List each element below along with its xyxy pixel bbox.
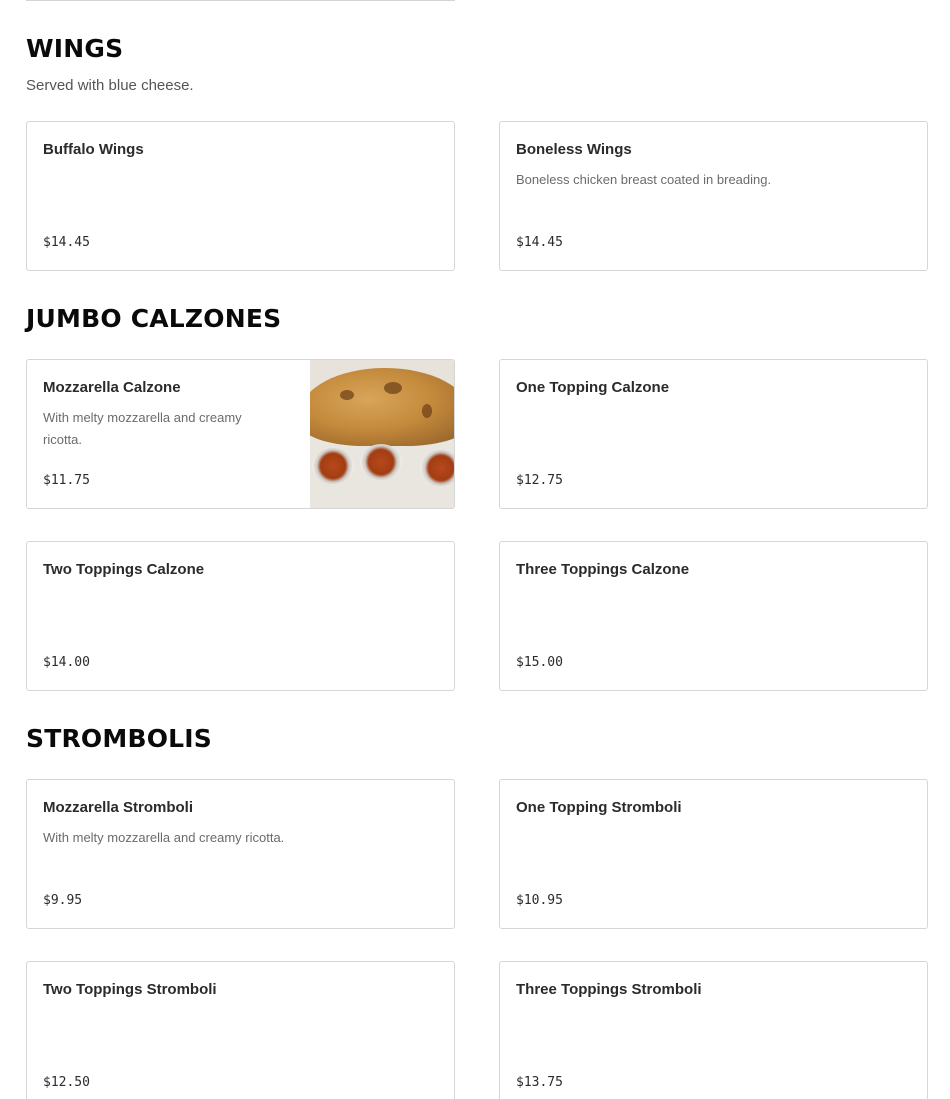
- section-description-wings: Served with blue cheese.: [26, 77, 194, 94]
- item-name: Three Toppings Calzone: [516, 561, 690, 578]
- item-price: $13.75: [516, 1075, 563, 1090]
- item-price: $14.45: [43, 235, 90, 250]
- menu-item-one-topping-stromboli[interactable]: [499, 779, 928, 929]
- item-name: Three Toppings Stromboli: [516, 981, 702, 998]
- item-name: Two Toppings Calzone: [43, 561, 205, 578]
- menu-item-boneless-wings[interactable]: [499, 121, 928, 271]
- section-title-jumbo-calzones: JUMBO CALZONES: [26, 304, 282, 333]
- item-description: With melty mozzarella and creamy ricotta.: [43, 830, 285, 845]
- item-price: $14.45: [516, 235, 563, 250]
- menu-item-mozzarella-calzone[interactable]: [26, 359, 455, 509]
- menu-item-two-toppings-calzone[interactable]: [26, 541, 455, 691]
- char-spot: [422, 404, 432, 418]
- previous-section-card-edge: [26, 0, 455, 1]
- item-name: One Topping Calzone: [516, 379, 670, 396]
- item-name: Mozzarella Calzone: [43, 379, 181, 396]
- item-price: $11.75: [43, 473, 90, 488]
- calzone-crust: [310, 368, 454, 446]
- item-price: $15.00: [516, 655, 563, 670]
- menu-item-mozzarella-stromboli[interactable]: [26, 779, 455, 929]
- sauce-cup: [360, 444, 402, 480]
- item-name: One Topping Stromboli: [516, 799, 682, 816]
- item-name: Buffalo Wings: [43, 141, 144, 158]
- item-name: Boneless Wings: [516, 141, 632, 158]
- item-name: Two Toppings Stromboli: [43, 981, 217, 998]
- menu-item-buffalo-wings[interactable]: [26, 121, 455, 271]
- item-description: Boneless chicken breast coated in breading.: [516, 172, 772, 187]
- char-spot: [340, 390, 354, 400]
- item-price: $12.50: [43, 1075, 90, 1090]
- section-title-strombolis: STROMBOLIS: [26, 724, 212, 753]
- sauce-cup: [420, 450, 454, 486]
- item-price: $12.75: [516, 473, 563, 488]
- menu-item-two-toppings-stromboli[interactable]: [26, 961, 455, 1099]
- section-title-wings: WINGS: [26, 34, 124, 63]
- menu-item-three-toppings-stromboli[interactable]: [499, 961, 928, 1099]
- menu-item-one-topping-calzone[interactable]: [499, 359, 928, 509]
- char-spot: [384, 382, 402, 394]
- item-price: $14.00: [43, 655, 90, 670]
- menu-item-three-toppings-calzone[interactable]: [499, 541, 928, 691]
- calzone-photo: [310, 360, 454, 508]
- item-price: $10.95: [516, 893, 563, 908]
- item-description: With melty mozzarella and creamy ricotta.: [43, 410, 242, 447]
- item-name: Mozzarella Stromboli: [43, 799, 194, 816]
- sauce-cup: [312, 448, 354, 484]
- item-price: $9.95: [43, 893, 83, 908]
